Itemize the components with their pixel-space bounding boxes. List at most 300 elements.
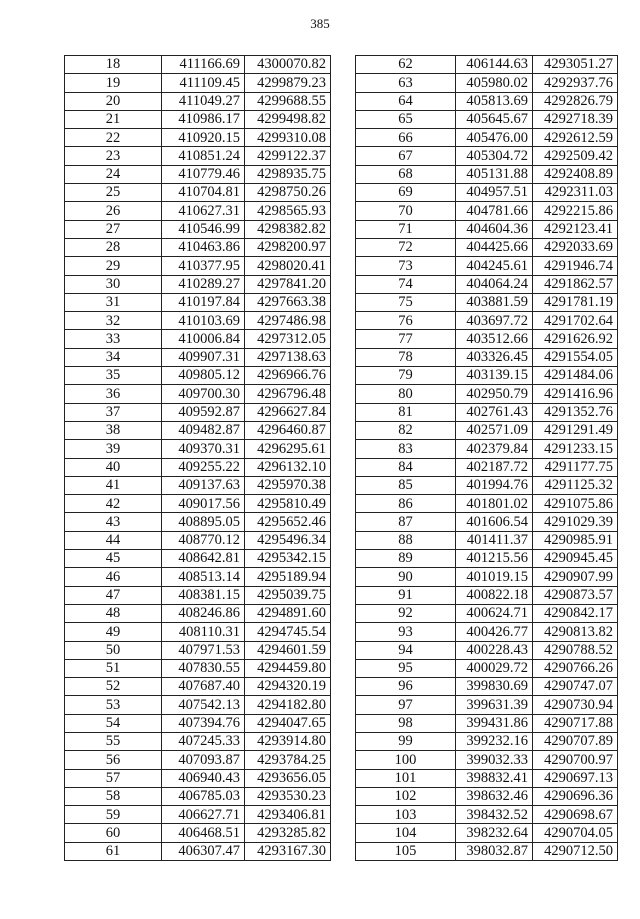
x-coordinate-cell: 402187.72 bbox=[456, 458, 533, 476]
y-coordinate-cell: 4291233.15 bbox=[533, 440, 618, 458]
point-number-cell: 68 bbox=[356, 165, 456, 183]
x-coordinate-cell: 410377.95 bbox=[162, 257, 245, 275]
point-number-cell: 87 bbox=[356, 513, 456, 531]
table-row bbox=[356, 751, 618, 769]
coordinate-table-left bbox=[64, 55, 331, 861]
point-number-cell: 61 bbox=[65, 842, 162, 860]
table-row bbox=[65, 440, 331, 458]
point-number-cell: 63 bbox=[356, 74, 456, 92]
x-coordinate-cell: 410006.84 bbox=[162, 330, 245, 348]
point-number-cell: 54 bbox=[65, 714, 162, 732]
point-number-cell: 94 bbox=[356, 641, 456, 659]
point-number-cell: 39 bbox=[65, 440, 162, 458]
point-number-cell: 22 bbox=[65, 129, 162, 147]
point-number-cell: 76 bbox=[356, 312, 456, 330]
y-coordinate-cell: 4297486.98 bbox=[245, 312, 331, 330]
y-coordinate-cell: 4290873.57 bbox=[533, 586, 618, 604]
table-row bbox=[356, 348, 618, 366]
table-row bbox=[65, 641, 331, 659]
point-number-cell: 41 bbox=[65, 476, 162, 494]
table-row bbox=[356, 458, 618, 476]
y-coordinate-cell: 4292408.89 bbox=[533, 165, 618, 183]
x-coordinate-cell: 410289.27 bbox=[162, 275, 245, 293]
point-number-cell: 27 bbox=[65, 220, 162, 238]
x-coordinate-cell: 398832.41 bbox=[456, 769, 533, 787]
point-number-cell: 45 bbox=[65, 550, 162, 568]
x-coordinate-cell: 404781.66 bbox=[456, 202, 533, 220]
y-coordinate-cell: 4295342.15 bbox=[245, 550, 331, 568]
table-row bbox=[356, 824, 618, 842]
x-coordinate-cell: 399631.39 bbox=[456, 696, 533, 714]
table-row bbox=[65, 367, 331, 385]
table-row bbox=[356, 714, 618, 732]
table-row bbox=[65, 586, 331, 604]
table-row bbox=[65, 275, 331, 293]
table-row bbox=[65, 623, 331, 641]
y-coordinate-cell: 4298020.41 bbox=[245, 257, 331, 275]
x-coordinate-cell: 409137.63 bbox=[162, 476, 245, 494]
y-coordinate-cell: 4297312.05 bbox=[245, 330, 331, 348]
x-coordinate-cell: 402571.09 bbox=[456, 421, 533, 439]
y-coordinate-cell: 4298750.26 bbox=[245, 184, 331, 202]
point-number-cell: 69 bbox=[356, 184, 456, 202]
y-coordinate-cell: 4291075.86 bbox=[533, 495, 618, 513]
y-coordinate-cell: 4290730.94 bbox=[533, 696, 618, 714]
x-coordinate-cell: 398232.64 bbox=[456, 824, 533, 842]
y-coordinate-cell: 4293914.80 bbox=[245, 732, 331, 750]
table-row bbox=[65, 568, 331, 586]
x-coordinate-cell: 399032.33 bbox=[456, 751, 533, 769]
coordinate-table-right-body bbox=[356, 56, 618, 861]
point-number-cell: 92 bbox=[356, 604, 456, 622]
point-number-cell: 93 bbox=[356, 623, 456, 641]
point-number-cell: 77 bbox=[356, 330, 456, 348]
point-number-cell: 90 bbox=[356, 568, 456, 586]
x-coordinate-cell: 409255.22 bbox=[162, 458, 245, 476]
y-coordinate-cell: 4295970.38 bbox=[245, 476, 331, 494]
x-coordinate-cell: 401019.15 bbox=[456, 568, 533, 586]
table-row bbox=[356, 495, 618, 513]
point-number-cell: 96 bbox=[356, 678, 456, 696]
x-coordinate-cell: 403697.72 bbox=[456, 312, 533, 330]
x-coordinate-cell: 409700.30 bbox=[162, 385, 245, 403]
table-row bbox=[65, 165, 331, 183]
y-coordinate-cell: 4294745.54 bbox=[245, 623, 331, 641]
y-coordinate-cell: 4291029.39 bbox=[533, 513, 618, 531]
y-coordinate-cell: 4296460.87 bbox=[245, 421, 331, 439]
table-row bbox=[65, 458, 331, 476]
x-coordinate-cell: 408246.86 bbox=[162, 604, 245, 622]
point-number-cell: 59 bbox=[65, 806, 162, 824]
x-coordinate-cell: 405980.02 bbox=[456, 74, 533, 92]
y-coordinate-cell: 4293784.25 bbox=[245, 751, 331, 769]
point-number-cell: 101 bbox=[356, 769, 456, 787]
table-row bbox=[65, 842, 331, 860]
point-number-cell: 70 bbox=[356, 202, 456, 220]
table-row bbox=[356, 421, 618, 439]
y-coordinate-cell: 4293656.05 bbox=[245, 769, 331, 787]
y-coordinate-cell: 4299498.82 bbox=[245, 110, 331, 128]
point-number-cell: 31 bbox=[65, 293, 162, 311]
point-number-cell: 82 bbox=[356, 421, 456, 439]
table-row bbox=[65, 531, 331, 549]
y-coordinate-cell: 4296627.84 bbox=[245, 403, 331, 421]
table-row bbox=[65, 184, 331, 202]
y-coordinate-cell: 4292311.03 bbox=[533, 184, 618, 202]
x-coordinate-cell: 404957.51 bbox=[456, 184, 533, 202]
point-number-cell: 23 bbox=[65, 147, 162, 165]
y-coordinate-cell: 4291946.74 bbox=[533, 257, 618, 275]
x-coordinate-cell: 401215.56 bbox=[456, 550, 533, 568]
y-coordinate-cell: 4293167.30 bbox=[245, 842, 331, 860]
point-number-cell: 80 bbox=[356, 385, 456, 403]
y-coordinate-cell: 4299879.23 bbox=[245, 74, 331, 92]
point-number-cell: 89 bbox=[356, 550, 456, 568]
y-coordinate-cell: 4296132.10 bbox=[245, 458, 331, 476]
x-coordinate-cell: 401411.37 bbox=[456, 531, 533, 549]
y-coordinate-cell: 4291352.76 bbox=[533, 403, 618, 421]
point-number-cell: 81 bbox=[356, 403, 456, 421]
table-row bbox=[65, 787, 331, 805]
y-coordinate-cell: 4295039.75 bbox=[245, 586, 331, 604]
y-coordinate-cell: 4291177.75 bbox=[533, 458, 618, 476]
point-number-cell: 43 bbox=[65, 513, 162, 531]
y-coordinate-cell: 4299310.08 bbox=[245, 129, 331, 147]
y-coordinate-cell: 4295189.94 bbox=[245, 568, 331, 586]
x-coordinate-cell: 403881.59 bbox=[456, 293, 533, 311]
point-number-cell: 99 bbox=[356, 732, 456, 750]
point-number-cell: 72 bbox=[356, 238, 456, 256]
point-number-cell: 48 bbox=[65, 604, 162, 622]
table-row bbox=[356, 385, 618, 403]
x-coordinate-cell: 409592.87 bbox=[162, 403, 245, 421]
y-coordinate-cell: 4290747.07 bbox=[533, 678, 618, 696]
table-row bbox=[356, 202, 618, 220]
y-coordinate-cell: 4290717.88 bbox=[533, 714, 618, 732]
point-number-cell: 88 bbox=[356, 531, 456, 549]
y-coordinate-cell: 4290907.99 bbox=[533, 568, 618, 586]
table-row bbox=[65, 659, 331, 677]
y-coordinate-cell: 4292123.41 bbox=[533, 220, 618, 238]
point-number-cell: 19 bbox=[65, 74, 162, 92]
table-row bbox=[356, 513, 618, 531]
x-coordinate-cell: 403139.15 bbox=[456, 367, 533, 385]
y-coordinate-cell: 4292826.79 bbox=[533, 92, 618, 110]
table-row bbox=[65, 421, 331, 439]
x-coordinate-cell: 408642.81 bbox=[162, 550, 245, 568]
point-number-cell: 42 bbox=[65, 495, 162, 513]
y-coordinate-cell: 4290945.45 bbox=[533, 550, 618, 568]
table-row bbox=[65, 495, 331, 513]
table-row bbox=[65, 348, 331, 366]
table-row bbox=[356, 403, 618, 421]
x-coordinate-cell: 399232.16 bbox=[456, 732, 533, 750]
point-number-cell: 95 bbox=[356, 659, 456, 677]
table-row bbox=[356, 74, 618, 92]
y-coordinate-cell: 4294047.65 bbox=[245, 714, 331, 732]
y-coordinate-cell: 4291862.57 bbox=[533, 275, 618, 293]
point-number-cell: 40 bbox=[65, 458, 162, 476]
table-row bbox=[356, 696, 618, 714]
point-number-cell: 67 bbox=[356, 147, 456, 165]
x-coordinate-cell: 405304.72 bbox=[456, 147, 533, 165]
table-row bbox=[356, 678, 618, 696]
y-coordinate-cell: 4292937.76 bbox=[533, 74, 618, 92]
table-row bbox=[356, 220, 618, 238]
x-coordinate-cell: 409017.56 bbox=[162, 495, 245, 513]
point-number-cell: 25 bbox=[65, 184, 162, 202]
x-coordinate-cell: 406144.63 bbox=[456, 56, 533, 74]
table-row bbox=[65, 806, 331, 824]
x-coordinate-cell: 399431.86 bbox=[456, 714, 533, 732]
x-coordinate-cell: 401801.02 bbox=[456, 495, 533, 513]
table-row bbox=[65, 678, 331, 696]
point-number-cell: 28 bbox=[65, 238, 162, 256]
y-coordinate-cell: 4292033.69 bbox=[533, 238, 618, 256]
x-coordinate-cell: 408381.15 bbox=[162, 586, 245, 604]
table-row bbox=[356, 586, 618, 604]
x-coordinate-cell: 398032.87 bbox=[456, 842, 533, 860]
y-coordinate-cell: 4292718.39 bbox=[533, 110, 618, 128]
table-row bbox=[65, 129, 331, 147]
x-coordinate-cell: 404425.66 bbox=[456, 238, 533, 256]
point-number-cell: 26 bbox=[65, 202, 162, 220]
x-coordinate-cell: 410851.24 bbox=[162, 147, 245, 165]
point-number-cell: 36 bbox=[65, 385, 162, 403]
x-coordinate-cell: 409907.31 bbox=[162, 348, 245, 366]
point-number-cell: 34 bbox=[65, 348, 162, 366]
x-coordinate-cell: 405645.67 bbox=[456, 110, 533, 128]
table-row bbox=[356, 568, 618, 586]
y-coordinate-cell: 4291554.05 bbox=[533, 348, 618, 366]
x-coordinate-cell: 407245.33 bbox=[162, 732, 245, 750]
table-row bbox=[65, 550, 331, 568]
y-coordinate-cell: 4290788.52 bbox=[533, 641, 618, 659]
y-coordinate-cell: 4298935.75 bbox=[245, 165, 331, 183]
point-number-cell: 24 bbox=[65, 165, 162, 183]
point-number-cell: 52 bbox=[65, 678, 162, 696]
table-row bbox=[65, 751, 331, 769]
y-coordinate-cell: 4296796.48 bbox=[245, 385, 331, 403]
table-row bbox=[356, 275, 618, 293]
table-row bbox=[356, 110, 618, 128]
table-row bbox=[356, 806, 618, 824]
x-coordinate-cell: 406307.47 bbox=[162, 842, 245, 860]
table-row bbox=[65, 220, 331, 238]
table-row bbox=[65, 330, 331, 348]
x-coordinate-cell: 408895.05 bbox=[162, 513, 245, 531]
table-row bbox=[65, 714, 331, 732]
point-number-cell: 85 bbox=[356, 476, 456, 494]
y-coordinate-cell: 4298200.97 bbox=[245, 238, 331, 256]
y-coordinate-cell: 4292612.59 bbox=[533, 129, 618, 147]
point-number-cell: 49 bbox=[65, 623, 162, 641]
point-number-cell: 47 bbox=[65, 586, 162, 604]
x-coordinate-cell: 400228.43 bbox=[456, 641, 533, 659]
point-number-cell: 46 bbox=[65, 568, 162, 586]
point-number-cell: 79 bbox=[356, 367, 456, 385]
table-row bbox=[356, 56, 618, 74]
x-coordinate-cell: 410920.15 bbox=[162, 129, 245, 147]
point-number-cell: 83 bbox=[356, 440, 456, 458]
point-number-cell: 71 bbox=[356, 220, 456, 238]
table-row bbox=[65, 312, 331, 330]
table-row bbox=[65, 110, 331, 128]
y-coordinate-cell: 4290698.67 bbox=[533, 806, 618, 824]
y-coordinate-cell: 4290697.13 bbox=[533, 769, 618, 787]
point-number-cell: 21 bbox=[65, 110, 162, 128]
y-coordinate-cell: 4291125.32 bbox=[533, 476, 618, 494]
point-number-cell: 30 bbox=[65, 275, 162, 293]
point-number-cell: 62 bbox=[356, 56, 456, 74]
y-coordinate-cell: 4293406.81 bbox=[245, 806, 331, 824]
y-coordinate-cell: 4293530.23 bbox=[245, 787, 331, 805]
y-coordinate-cell: 4299688.55 bbox=[245, 92, 331, 110]
table-row bbox=[65, 769, 331, 787]
point-number-cell: 74 bbox=[356, 275, 456, 293]
x-coordinate-cell: 409805.12 bbox=[162, 367, 245, 385]
point-number-cell: 32 bbox=[65, 312, 162, 330]
x-coordinate-cell: 405476.00 bbox=[456, 129, 533, 147]
point-number-cell: 20 bbox=[65, 92, 162, 110]
x-coordinate-cell: 399830.69 bbox=[456, 678, 533, 696]
point-number-cell: 65 bbox=[356, 110, 456, 128]
x-coordinate-cell: 406627.71 bbox=[162, 806, 245, 824]
x-coordinate-cell: 409482.87 bbox=[162, 421, 245, 439]
table-row bbox=[356, 367, 618, 385]
y-coordinate-cell: 4290712.50 bbox=[533, 842, 618, 860]
y-coordinate-cell: 4290842.17 bbox=[533, 604, 618, 622]
coordinate-table-right bbox=[355, 55, 618, 861]
y-coordinate-cell: 4292509.42 bbox=[533, 147, 618, 165]
x-coordinate-cell: 408770.12 bbox=[162, 531, 245, 549]
y-coordinate-cell: 4290696.36 bbox=[533, 787, 618, 805]
y-coordinate-cell: 4300070.82 bbox=[245, 56, 331, 74]
x-coordinate-cell: 409370.31 bbox=[162, 440, 245, 458]
x-coordinate-cell: 400624.71 bbox=[456, 604, 533, 622]
x-coordinate-cell: 410546.99 bbox=[162, 220, 245, 238]
y-coordinate-cell: 4291626.92 bbox=[533, 330, 618, 348]
x-coordinate-cell: 401606.54 bbox=[456, 513, 533, 531]
point-number-cell: 84 bbox=[356, 458, 456, 476]
point-number-cell: 66 bbox=[356, 129, 456, 147]
point-number-cell: 58 bbox=[65, 787, 162, 805]
y-coordinate-cell: 4294459.80 bbox=[245, 659, 331, 677]
x-coordinate-cell: 408110.31 bbox=[162, 623, 245, 641]
x-coordinate-cell: 403326.45 bbox=[456, 348, 533, 366]
page-number: 385 bbox=[310, 16, 330, 31]
x-coordinate-cell: 411049.27 bbox=[162, 92, 245, 110]
y-coordinate-cell: 4297841.20 bbox=[245, 275, 331, 293]
x-coordinate-cell: 400822.18 bbox=[456, 586, 533, 604]
y-coordinate-cell: 4298382.82 bbox=[245, 220, 331, 238]
point-number-cell: 33 bbox=[65, 330, 162, 348]
x-coordinate-cell: 411166.69 bbox=[162, 56, 245, 74]
y-coordinate-cell: 4294601.59 bbox=[245, 641, 331, 659]
point-number-cell: 104 bbox=[356, 824, 456, 842]
point-number-cell: 91 bbox=[356, 586, 456, 604]
point-number-cell: 64 bbox=[356, 92, 456, 110]
table-row bbox=[356, 330, 618, 348]
point-number-cell: 53 bbox=[65, 696, 162, 714]
table-row bbox=[356, 165, 618, 183]
table-row bbox=[356, 732, 618, 750]
x-coordinate-cell: 407830.55 bbox=[162, 659, 245, 677]
point-number-cell: 37 bbox=[65, 403, 162, 421]
x-coordinate-cell: 407093.87 bbox=[162, 751, 245, 769]
x-coordinate-cell: 401994.76 bbox=[456, 476, 533, 494]
table-row bbox=[356, 92, 618, 110]
table-row bbox=[356, 604, 618, 622]
y-coordinate-cell: 4299122.37 bbox=[245, 147, 331, 165]
point-number-cell: 29 bbox=[65, 257, 162, 275]
point-number-cell: 56 bbox=[65, 751, 162, 769]
y-coordinate-cell: 4291416.96 bbox=[533, 385, 618, 403]
x-coordinate-cell: 407687.40 bbox=[162, 678, 245, 696]
x-coordinate-cell: 398632.46 bbox=[456, 787, 533, 805]
x-coordinate-cell: 410627.31 bbox=[162, 202, 245, 220]
point-number-cell: 102 bbox=[356, 787, 456, 805]
y-coordinate-cell: 4291484.06 bbox=[533, 367, 618, 385]
x-coordinate-cell: 410463.86 bbox=[162, 238, 245, 256]
y-coordinate-cell: 4290985.91 bbox=[533, 531, 618, 549]
table-row bbox=[356, 312, 618, 330]
y-coordinate-cell: 4290700.97 bbox=[533, 751, 618, 769]
table-row bbox=[356, 476, 618, 494]
point-number-cell: 57 bbox=[65, 769, 162, 787]
point-number-cell: 44 bbox=[65, 531, 162, 549]
table-row bbox=[65, 293, 331, 311]
x-coordinate-cell: 410197.84 bbox=[162, 293, 245, 311]
table-row bbox=[356, 787, 618, 805]
table-row bbox=[356, 641, 618, 659]
y-coordinate-cell: 4290766.26 bbox=[533, 659, 618, 677]
point-number-cell: 75 bbox=[356, 293, 456, 311]
y-coordinate-cell: 4294320.19 bbox=[245, 678, 331, 696]
y-coordinate-cell: 4295496.34 bbox=[245, 531, 331, 549]
x-coordinate-cell: 406785.03 bbox=[162, 787, 245, 805]
point-number-cell: 38 bbox=[65, 421, 162, 439]
x-coordinate-cell: 410704.81 bbox=[162, 184, 245, 202]
table-row bbox=[65, 604, 331, 622]
table-row bbox=[356, 147, 618, 165]
table-row bbox=[356, 129, 618, 147]
point-number-cell: 35 bbox=[65, 367, 162, 385]
table-row bbox=[65, 92, 331, 110]
y-coordinate-cell: 4296295.61 bbox=[245, 440, 331, 458]
table-row bbox=[65, 238, 331, 256]
x-coordinate-cell: 410986.17 bbox=[162, 110, 245, 128]
x-coordinate-cell: 407971.53 bbox=[162, 641, 245, 659]
table-row bbox=[65, 202, 331, 220]
point-number-cell: 18 bbox=[65, 56, 162, 74]
table-row bbox=[356, 842, 618, 860]
y-coordinate-cell: 4295810.49 bbox=[245, 495, 331, 513]
x-coordinate-cell: 407394.76 bbox=[162, 714, 245, 732]
y-coordinate-cell: 4293285.82 bbox=[245, 824, 331, 842]
x-coordinate-cell: 405813.69 bbox=[456, 92, 533, 110]
table-row bbox=[65, 696, 331, 714]
x-coordinate-cell: 402379.84 bbox=[456, 440, 533, 458]
point-number-cell: 50 bbox=[65, 641, 162, 659]
x-coordinate-cell: 406940.43 bbox=[162, 769, 245, 787]
y-coordinate-cell: 4292215.86 bbox=[533, 202, 618, 220]
x-coordinate-cell: 411109.45 bbox=[162, 74, 245, 92]
x-coordinate-cell: 410103.69 bbox=[162, 312, 245, 330]
y-coordinate-cell: 4291291.49 bbox=[533, 421, 618, 439]
y-coordinate-cell: 4291702.64 bbox=[533, 312, 618, 330]
table-row bbox=[356, 238, 618, 256]
